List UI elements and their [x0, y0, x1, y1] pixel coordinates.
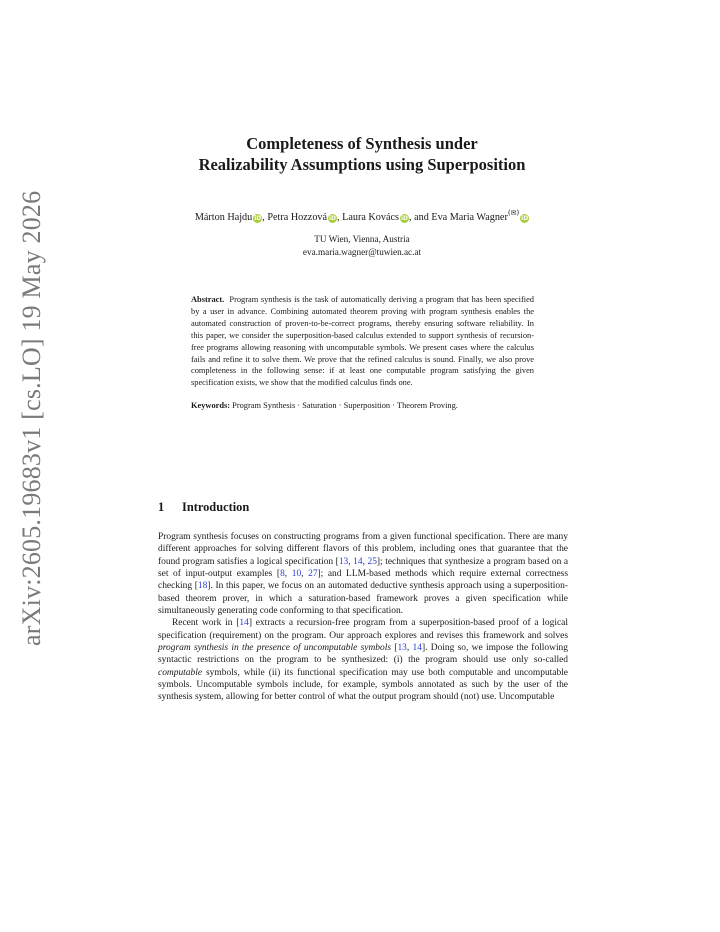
citation-link[interactable]: 27 [308, 569, 318, 580]
title-line-1: Completeness of Synthesis under [246, 134, 478, 153]
author-email[interactable]: eva.maria.wagner@tuwien.ac.at [302, 247, 422, 257]
section-title: Introduction [182, 500, 250, 514]
citation-link[interactable]: 14 [412, 643, 422, 654]
emphasis: program synthesis in the presence of uncomputable symbols [158, 643, 392, 654]
introduction-body [158, 531, 568, 704]
author-4: Eva Maria Wagner [431, 212, 508, 223]
section-heading [158, 499, 568, 515]
paragraph: Program synthesis focuses on constructing programs from a given functional specification. There are many different approaches for solving different flavors of this problem, including ones that guarantee that the found program satisfies a logical specification [13, 14, 25]; techniques that synthesize a program based on a set of input-output examples [8, 10, 27]; and LLM-based methods which require external correctness checking [18]. In this paper, we focus on an automated deductive synthesis approach using a superposition-based theorem prover, in which a saturation-based framework proves a given specification while simultaneously generating code conforming to that specification. [158, 532, 569, 617]
orcid-icon[interactable]: iD [254, 215, 262, 222]
orcid-icon[interactable]: iD [329, 215, 337, 222]
keywords-label: Keywords: [191, 401, 231, 411]
author-3: Laura Kovács [342, 212, 399, 223]
paper-title [150, 133, 574, 175]
citation-link[interactable]: 18 [197, 581, 208, 592]
envelope-icon: (✉) [507, 209, 520, 217]
citation-link[interactable]: 8 [280, 569, 285, 580]
author-1: Márton Hajdu [194, 212, 253, 223]
citation-link[interactable]: 14 [353, 556, 363, 567]
citation-link[interactable]: 25 [367, 556, 377, 567]
citation-link[interactable]: 10 [291, 569, 302, 580]
section-number: 1 [158, 500, 165, 514]
citation-link[interactable]: 13 [397, 643, 407, 654]
abstract-label: Abstract. [191, 295, 225, 304]
affiliation [200, 233, 524, 259]
orcid-icon[interactable]: iD [400, 215, 408, 222]
institution: TU Wien, Vienna, Austria [314, 234, 410, 244]
orcid-icon[interactable]: iD [521, 215, 529, 222]
author-2: Petra Hozzová [267, 212, 328, 223]
citation-link[interactable]: 14 [239, 618, 249, 629]
abstract [191, 294, 534, 412]
arxiv-identifier: arXiv:2605.19683v1 [cs.LO] 19 May 2026 [17, 190, 46, 646]
abstract-text: Program synthesis is the task of automatically deriving a program that has been specified by a user in advance. Combining automated theorem proving with program synthesis enables the automated construction of proven-to-be-correct programs, thereby ensuring software reliability. In this paper, we consider the superposition-based calculus extended to support synthesis of recursion-free programs allowing reasoning with uncomputable symbols. We present cases where the calculus fails and refine it to solve them. We prove that the refined calculus is sound. Finally, we also prove completeness in the following sense: if at least one computable program satisfying the given specification exists, we show that the modified calculus finds one. [191, 295, 534, 388]
keywords-text: Program Synthesis · Saturation · Superposition · Theorem Proving. [232, 401, 458, 411]
author-list: Márton Hajdu iD, Petra Hozzová iD, Laura Kovács iD, and Eva Maria Wagner(✉)iD [194, 209, 529, 223]
paragraph: Recent work in [14] extracts a recursion-free program from a superposition-based proof of a logical specification (requirement) on the program. Our approach explores and revises this framework and solves program synthesis in the presence of uncomputable symbols [13, 14]. Doing so, we impose the following syntactic restrictions on the program to be synthesized: (i) the program should use only so-called computable symbols, while (ii) its functional specification may use both computable and uncomputable symbols. Uncomputable symbols include, for example, symbols annotated as such by the user of the synthesis system, allowing for better control of what the output program should (not) use. Uncomputable [158, 618, 568, 703]
citation-link[interactable]: 13 [338, 556, 349, 567]
emphasis: computable [158, 667, 203, 678]
title-line-2: Realizability Assumptions using Superposition [198, 155, 526, 174]
